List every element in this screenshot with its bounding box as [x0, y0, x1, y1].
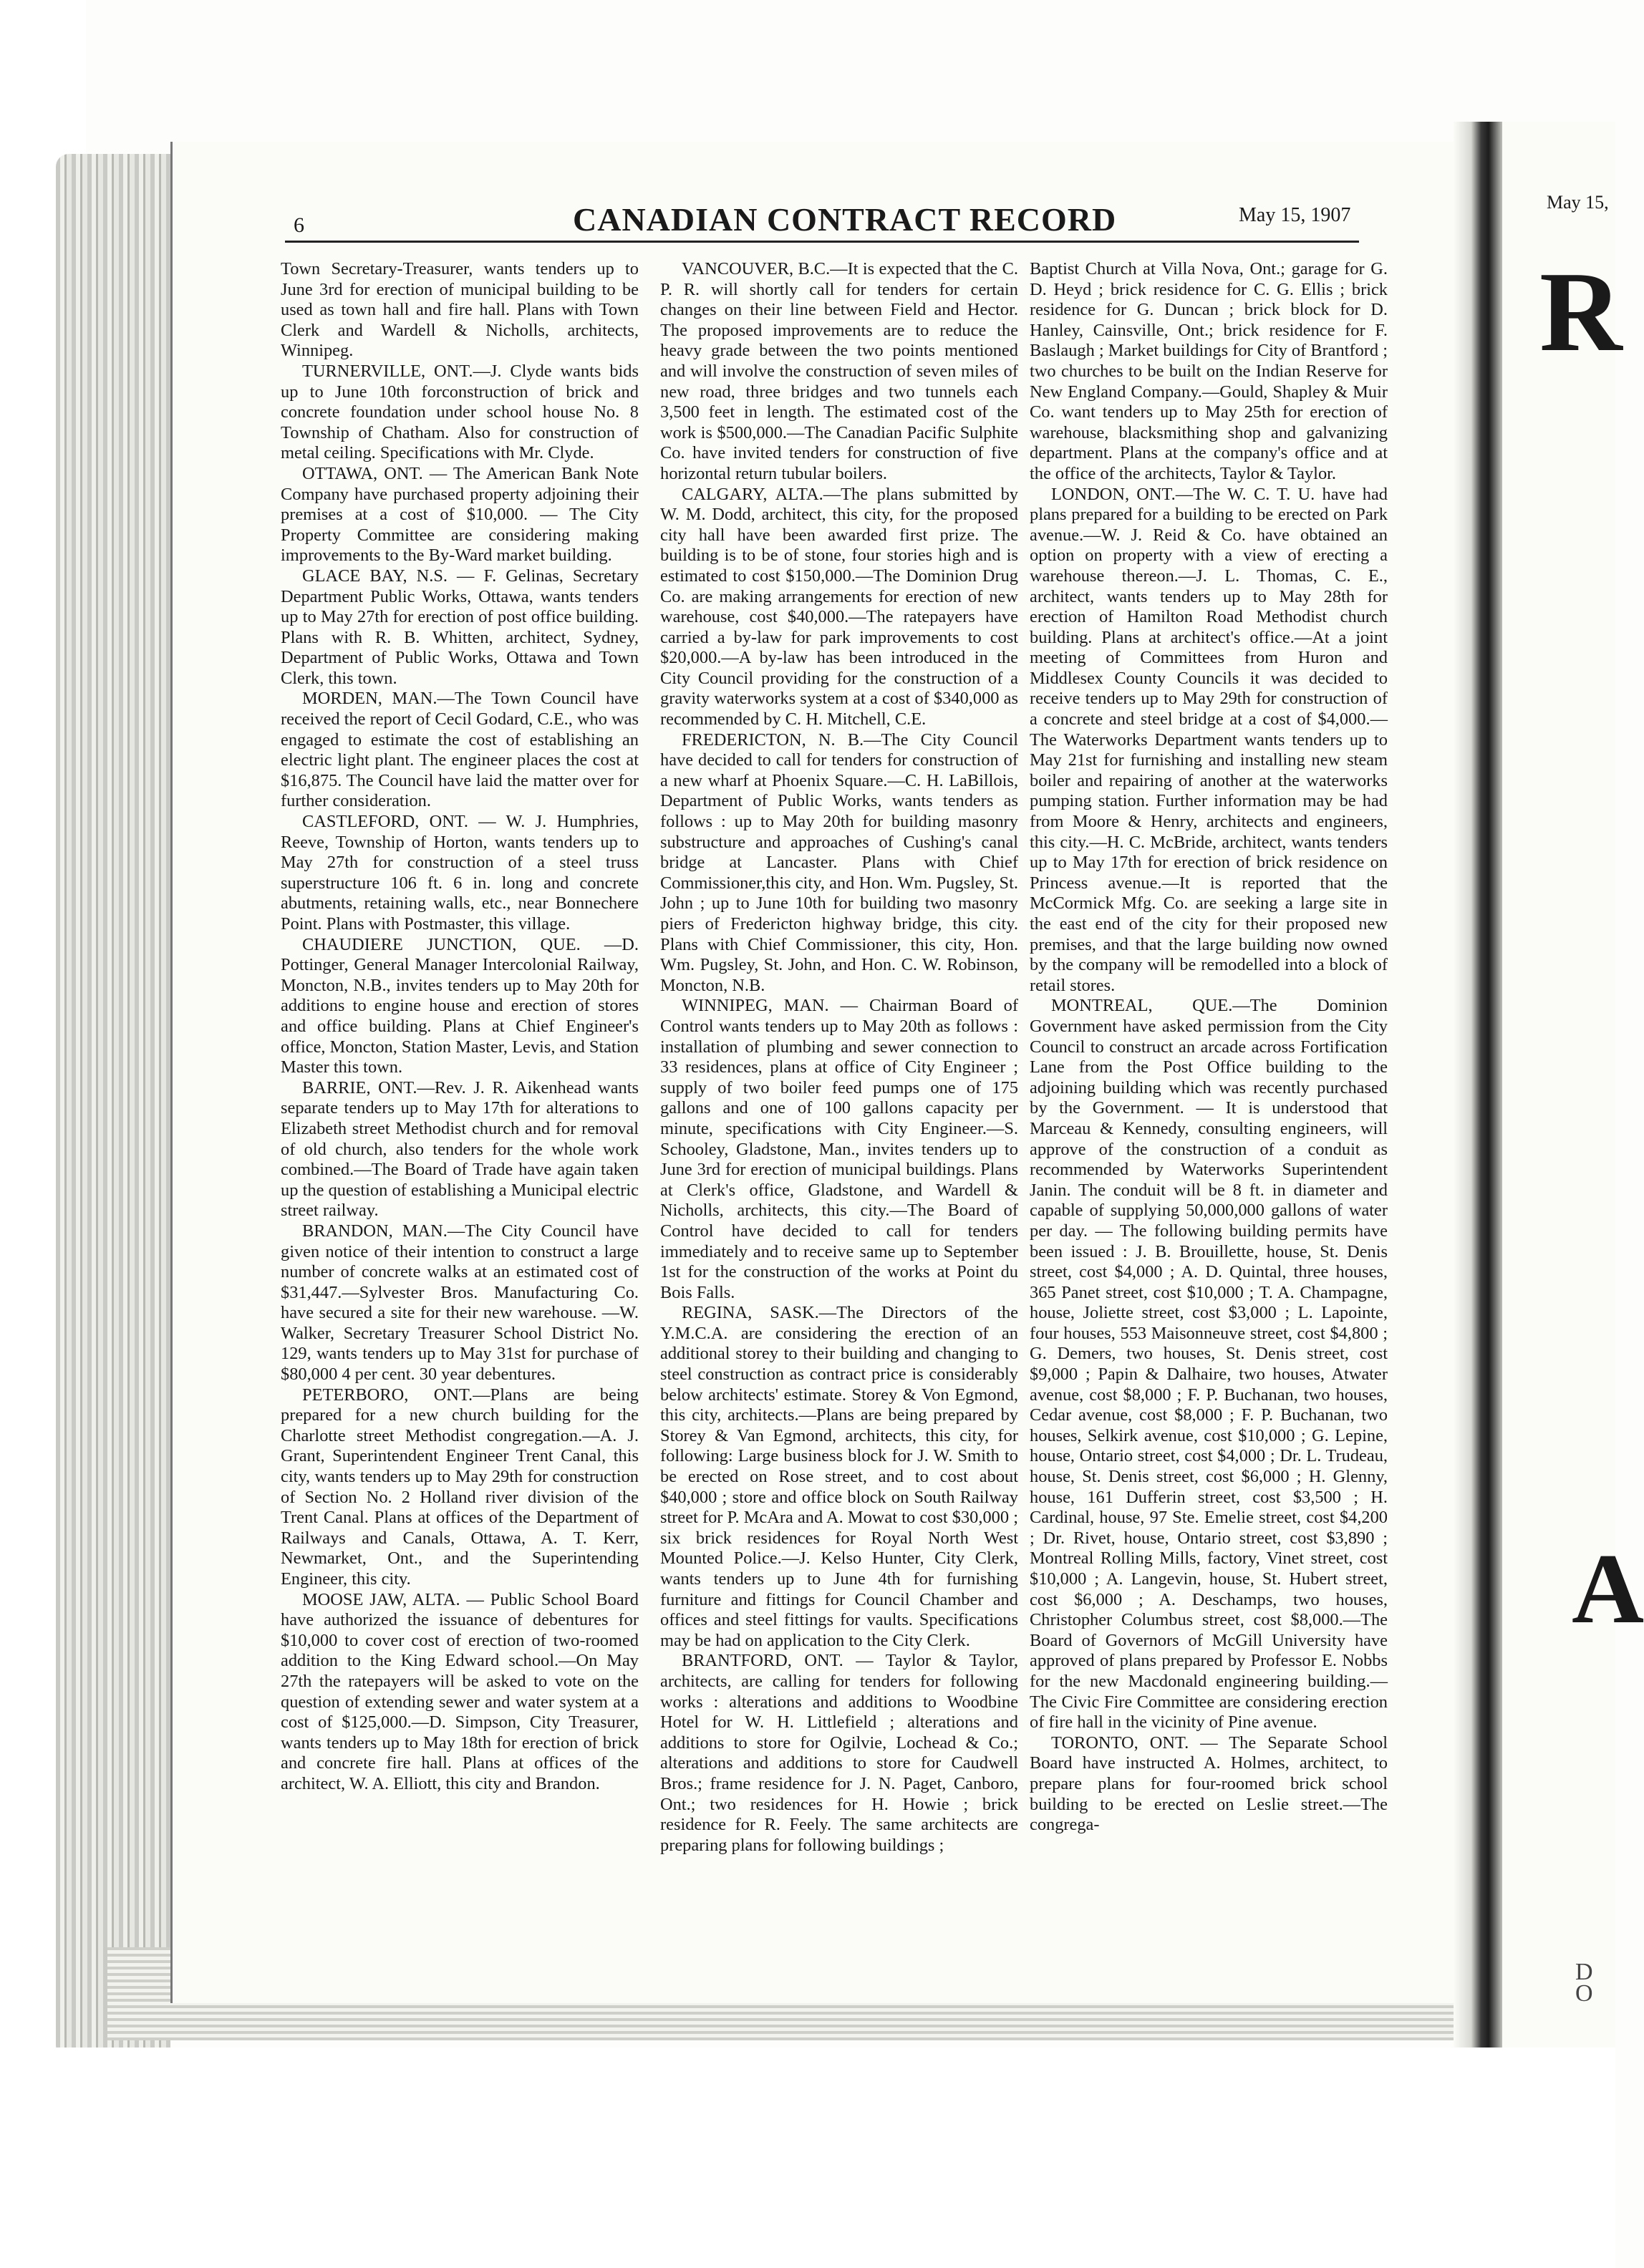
article-paragraph: Town Secretary-Treasurer, wants tenders up to June 3rd for erection of municipal building to be used as town hall and fire hall. Plans with Town Clerk and Wardell & Nicholls, architects, Winnipeg.: [281, 259, 639, 361]
article-paragraph: Baptist Church at Villa Nova, Ont.; garage for G. D. Heyd ; brick residence for C. G. Ellis ; brick residence for G. Duncan ; brick block for D. Hanley, Cainsville, Ont.; brick residence for F. Baslaugh ; Market buildings for City of Brantford ; two churches to be built on the Indian Reserve for New England Company.—Gould, Shapley & Muir Co. want tenders up to May 25th for erection of warehouse, blacksmithing shop and galvanizing department. Plans at the company's office and at the office of the architects, Taylor & Taylor.: [1030, 259, 1388, 483]
article-paragraph: MORDEN, MAN.—The Town Council have received the report of Cecil Godard, C.E., who was engaged to estimate the cost of establishing an electric light plant. The engineer places the cost at $16,875. The Council have laid the matter over for further consideration.: [281, 689, 639, 811]
article-paragraph: WINNIPEG, MAN. — Chairman Board of Control wants tenders up to May 20th as follows : installation of plumbing and sewer connection to 33 residences, plans at office of City Engineer ; supply of two boiler feed pumps one of 175 gallons and one of 100 gallons capacity per minute, specifications with City Engineer.—S. Schooley, Gladstone, Man., invites tenders up to June 3rd for erection of municipal buildings. Plans at Clerk's office, Gladstone, and Wardell & Nicholls, architects, this city.—The Board of Control have decided to call for tenders immediately and to receive same up to September 1st for the construction of the works at Point du Bois Falls.: [660, 996, 1018, 1302]
fragment-line: D: [1575, 1959, 1593, 1985]
article-paragraph: CALGARY, ALTA.—The plans submitted by W. M. Dodd, architect, this city, for the proposed city hall have been awarded first prize. The building is to be of stone, four stories high and is estimated to cost $150,000.—The Dominion Drug Co. are making arrangements for erection of new warehouse, cost $40,000.—The ratepayers have carried a by-law for park improvements to cost $20,000.—A by-law has been introduced in the City Council providing for the construction of a gravity waterworks system at a cost of $340,000 as recommended by C. H. Mitchell, C.E.: [660, 484, 1018, 730]
article-paragraph: MONTREAL, QUE.—The Dominion Government have asked permission from the City Council to construct an arcade across Fortification Lane from the Post Office building to the adjoining building which was recently purchased by the Government. — It is understood that Marceau & Kennedy, consulting engineers, will approve of the construction of a conduit as recommended by Waterworks Superintendent Janin. The conduit will be 8 ft. in diameter and capable of supplying 50,000,000 gallons of water per day. — The following building permits have been issued : J. B. Brouillette, house, St. Denis street, cost $4,000 ; A. D. Quintal, three houses, 365 Panet street, cost $10,000 ; T. A. Champagne, house, Joliette street, cost $3,000 ; L. Lapointe, four houses, 553 Maisonneuve street, cost $4,800 ; G. Demers, two houses, St. Denis street, cost $9,000 ; Papin & Dalhaire, two houses, Atwater avenue, cost $8,000 ; F. P. Buchanan, two houses, Cedar avenue, cost $8,000 ; F. P. Buchanan, two houses, Selkirk avenue, cost $10,000 ; G. Lepine, house, Ontario street, cost $4,000 ; Dr. L. Trudeau, house, St. Denis street, cost $6,000 ; H. Glenny, house, 161 Dufferin street, cost $3,500 ; H. Cardinal, house, 97 Ste. Emelie street, cost $4,200 ; Dr. Rivet, house, Ontario street, cost $3,890 ; Montreal Rolling Mills, factory, Vinet street, cost $10,000 ; A. Langevin, house, St. Hubert street, cost $6,000 ; A. Deschamps, two houses, Christopher Columbus street, cost $8,000.—The Board of Governors of McGill University have approved of plans prepared by Professor E. Nobbs for the new Macdonald engineering building.—The Civic Fire Committee are considering erection of fire hall in the vicinity of Pine avenue.: [1030, 996, 1388, 1732]
article-paragraph: CASTLEFORD, ONT. — W. J. Humphries, Reeve, Township of Horton, wants tenders up to May 27th for construction of a steel truss superstructure 106 ft. 6 in. long and concrete abutments, retaining walls, etc., near Bonnechere Point. Plans with Postmaster, this village.: [281, 812, 639, 934]
article-paragraph: GLACE BAY, N.S. — F. Gelinas, Secretary Department Public Works, Ottawa, wants tenders up to May 27th for erection of post office building. Plans with R. B. Whitten, architect, Sydney, Department of Public Works, Ottawa and Town Clerk, this town.: [281, 566, 639, 688]
article-paragraph: TORONTO, ONT. — The Separate School Board have instructed A. Holmes, architect, to prepare plans for four-roomed brick school building to be erected on Leslie street.—The congrega-: [1030, 1732, 1388, 1835]
article-paragraph: FREDERICTON, N. B.—The City Council have decided to call for tenders for construction of a new wharf at Phoenix Square.—C. H. LaBillois, Department of Public Works, wants tenders as follows : up to May 20th for building masonry substructure and approaches of Cushing's canal bridge at Lancaster. Plans with Chief Commissioner,this city, and Hon. Wm. Pugsley, St. John ; up to June 10th for building two masonry piers of Fredericton highway bridge, this city. Plans with Chief Commissioner, this city, Hon. Wm. Pugsley, St. John, and Hon. C. W. Robinson, Moncton, N.B.: [660, 730, 1018, 995]
facing-page-headline-letter: R: [1539, 248, 1623, 375]
text-column-1: [281, 259, 639, 1795]
issue-date: May 15, 1907: [1239, 204, 1351, 226]
facing-page-headline-letter: A: [1572, 1533, 1644, 1644]
scan-bottom-margin: [0, 2048, 1615, 2268]
text-column-3: [1030, 259, 1388, 1836]
article-paragraph: PETERBORO, ONT.—Plans are being prepared for a new church building for the Charlotte street Methodist congregation.—A. J. Grant, Superintendent Engineer Trent Canal, this city, wants tenders up to May 29th for construction of Section No. 2 Holland river division of the Trent Canal. Plans at offices of the Department of Railways and Canals, Ottawa, A. T. Kerr, Newmarket, Ont., and the Superintending Engineer, this city.: [281, 1385, 639, 1589]
fragment-line: O: [1575, 1980, 1593, 2007]
book-page-edges: [56, 154, 170, 2058]
text-column-2: [660, 259, 1018, 1856]
article-paragraph: CHAUDIERE JUNCTION, QUE. —D. Pottinger, General Manager Intercolonial Railway, Moncton, N.B., invites tenders up to May 20th for additions to engine house and erection of stores and office building. Plans at Chief Engineer's office, Moncton, Station Master, Levis, and Station Master this town.: [281, 934, 639, 1077]
article-paragraph: BRANTFORD, ONT. — Taylor & Taylor, architects, are calling for tenders for following works : alterations and additions to Woodbine Hotel for W. H. Littlefield ; alterations and additions to store for Ogilvie, Lochead & Co.; alterations and additions to store for Caudwell Bros.; frame residence for J. N. Paget, Canboro, Ont.; two residences for H. Howie ; brick residence for R. Feely. The same architects are preparing plans for following buildings ;: [660, 1651, 1018, 1855]
article-paragraph: LONDON, ONT.—The W. C. T. U. have had plans prepared for a building to be erected on Park avenue.—W. J. Reid & Co. have obtained an option on property with a view of erecting a warehouse thereon.—J. L. Thomas, C. E., architect, wants tenders up to May 28th for erection of Hamilton Road Methodist church building. Plans at architect's office.—At a joint meeting of Committees from Huron and Middlesex County Councils it was decided to receive tenders up to May 29th for construction of a concrete and steel bridge at a cost of $4,000.—The Waterworks Department wants tenders up to May 21st for furnishing and installing new steam boiler and repairing of another at the waterworks pumping station. Further information may be had from Moore & Henry, architects and engineers, this city.—H. C. McBride, architect, wants tenders up to May 17th for erection of brick residence on Princess avenue.—It is reported that the McCormick Mfg. Co. are seeking a large site in the east end of the city for their proposed new premises, and that the large building now owned by the company will be remodelled into a block of retail stores.: [1030, 484, 1388, 995]
facing-page-date: May 15,: [1547, 192, 1609, 213]
facing-page: [1502, 122, 1615, 2055]
article-paragraph: OTTAWA, ONT. — The American Bank Note Company have purchased property adjoining their premises at a cost of $10,000. — The City Property Committee are considering making improvements to the By-Ward market building.: [281, 463, 639, 566]
article-paragraph: BARRIE, ONT.—Rev. J. R. Aikenhead wants separate tenders up to May 17th for alterations to Elizabeth street Methodist church and for removal of old church, also tenders for the whole work combined.—The Board of Trade have again taken up the question of establishing a Municipal electric street railway.: [281, 1077, 639, 1221]
article-paragraph: VANCOUVER, B.C.—It is expected that the C. P. R. will shortly call for tenders for certain changes on their line between Field and Hector. The proposed improvements are to reduce the heavy grade between the two points mentioned and will involve the construction of seven miles of new road, three bridges and two tunnels each 3,500 feet in length. The estimated cost of the work is $500,000.—The Canadian Pacific Sulphite Co. have invited tenders for construction of five horizontal return tubular boilers.: [660, 259, 1018, 483]
header-rule: [285, 241, 1359, 243]
page-number: 6: [294, 213, 304, 237]
article-paragraph: BRANDON, MAN.—The City Council have given notice of their intention to construct a large number of concrete walks at an estimated cost of $31,447.—Sylvester Bros. Manufacturing Co. have secured a site for their new warehouse. —W. Walker, Secretary Treasurer School District No. 129, wants tenders up to May 31st for purchase of $80,000 4 per cent. 30 year debentures.: [281, 1221, 639, 1385]
book-gutter: [1454, 122, 1504, 2055]
article-paragraph: MOOSE JAW, ALTA. — Public School Board have authorized the issuance of debentures for $10,000 to cover cost of erection of two-roomed addition to the King Edward school.—On May 27th the ratepayers will be asked to vote on the question of extending sewer and water system at a cost of $125,000.—D. Simpson, City Treasurer, wants tenders up to May 18th for erection of brick and concrete fire hall. Plans at offices of the architect, W. A. Elliott, this city and Brandon.: [281, 1589, 639, 1793]
facing-page-fragment: [1575, 1959, 1593, 2007]
publication-title: CANADIAN CONTRACT RECORD: [573, 201, 1117, 238]
article-paragraph: TURNERVILLE, ONT.—J. Clyde wants bids up to June 10th forconstruction of brick and concrete foundation under school house No. 8 Township of Chatham. Also for construction of metal ceiling. Specifications with Mr. Clyde.: [281, 361, 639, 463]
article-paragraph: REGINA, SASK.—The Directors of the Y.M.C.A. are considering the erection of an additional storey to their building and changing to steel construction as contract price is considerably below architects' estimate. Storey & Von Egmond, this city, architects.—Plans are being prepared by Storey & Van Egmond, architects, this city, for following: Large business block for J. W. Smith to be erected on Rose street, and to cost about $40,000 ; store and office block on South Railway street for P. McAra and A. Mowat to cost $30,000 ; six brick residences for Royal North West Mounted Police.—J. Kelso Hunter, City Clerk, wants tenders up to June 4th for furnishing furniture and fittings for Council Chamber and offices and steel fittings for vaults. Specifications may be had on application to the City Clerk.: [660, 1303, 1018, 1650]
